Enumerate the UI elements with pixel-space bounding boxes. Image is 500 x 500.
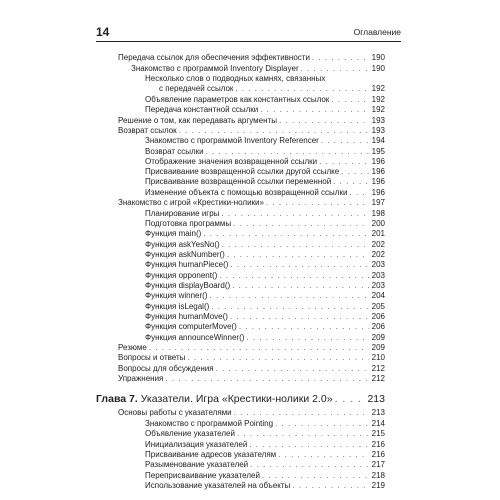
toc-entry: Функция humanPiece() . . . 203 <box>145 260 385 270</box>
page-number: 14 <box>96 25 110 39</box>
toc-entry-line: Несколько слов о подводных камнях, связанных <box>145 74 326 83</box>
toc-entry: Функция humanMove() . . . 206 <box>145 312 385 322</box>
toc-entry: Передача константной ссылки . . . 192 <box>145 105 385 115</box>
toc-entry: Функция computerMove() . . . 206 <box>145 322 385 332</box>
toc-entry: Объявление параметров как константных ссылок . . . 192 <box>145 95 385 105</box>
toc-entry: Возврат ссылок . . . 193 <box>118 126 385 136</box>
toc-entry: Подготовка программы . . . 200 <box>145 219 385 229</box>
toc-entry: Резюме . . . 209 <box>118 343 385 353</box>
toc-entry: Планирование игры . . . 198 <box>145 209 385 219</box>
chapter-label: Глава 7. <box>96 393 138 405</box>
toc-entry: Изменение объекта с помощью возвращенной ссылки . . . 196 <box>145 188 385 198</box>
toc-entry: Основы работы с указателями . . . 213 <box>118 408 385 418</box>
toc-entry: Функция announceWinner() . . . 209 <box>145 333 385 343</box>
toc-entry: Функция askYesNo() . . . 202 <box>145 240 385 250</box>
chapter-heading <box>96 393 385 406</box>
toc-entry: Упражнения . . . 212 <box>118 374 385 384</box>
toc-entry: Переприсваивание указателей . . . 218 <box>145 471 385 481</box>
toc-entry: Вопросы и ответы . . . 210 <box>118 353 385 363</box>
toc-entry: Знакомство с игрой «Крестики-нолики» . . . 197 <box>118 198 385 208</box>
toc-entry: Разыменование указателей . . . 217 <box>145 460 385 470</box>
toc-entry: Присваивание возвращенной ссылки другой ссылке . . . 196 <box>145 167 385 177</box>
toc-entry: Присваивание возвращенной ссылки переменной . . . 196 <box>145 177 385 187</box>
toc-entry: Передача ссылок для обеспечения эффективности . . . 190 <box>118 53 385 63</box>
toc-entry: Функция askNumber() . . . 202 <box>145 250 385 260</box>
toc-entry: Функция winner() . . . 204 <box>145 291 385 301</box>
toc-entry: Функция opponent() . . . 203 <box>145 271 385 281</box>
toc-entry: Возврат ссылки . . . 195 <box>145 147 385 157</box>
toc-entry: Вопросы для обсуждения . . . 212 <box>118 364 385 374</box>
toc-entry: Знакомство с программой Inventory Displayer . . . 190 <box>131 64 385 74</box>
running-header-title: Оглавление <box>353 27 401 37</box>
toc-entry: Отображение значения возвращенной ссылки . . . 196 <box>145 157 385 167</box>
toc-entry: Функция displayBoard() . . . 203 <box>145 281 385 291</box>
chapter-title: Указатели. Игра «Крестики-нолики 2.0» <box>140 393 333 405</box>
toc-entry: Функция isLegal() . . . 205 <box>145 302 385 312</box>
toc-entry: Присваивание адресов указателям . . . 216 <box>145 450 385 460</box>
toc-entry: Инициализация указателей . . . 216 <box>145 440 385 450</box>
toc-entry: Функция main() . . . 201 <box>145 229 385 239</box>
chapter-page: 213 <box>367 393 385 405</box>
toc-entry: Решение о том, как передавать аргументы . . . 193 <box>118 116 385 126</box>
toc-entry: Объявление указателей . . . 215 <box>145 429 385 439</box>
toc-entry: с передачей ссылок . . . 192 <box>159 84 385 94</box>
toc-entry: Знакомство с программой Inventory Referencer . . . 194 <box>145 136 385 146</box>
toc-entry: Использование указателей на объекты . . . 219 <box>145 481 385 491</box>
toc-entry: Знакомство с программой Pointing . . . 214 <box>145 419 385 429</box>
